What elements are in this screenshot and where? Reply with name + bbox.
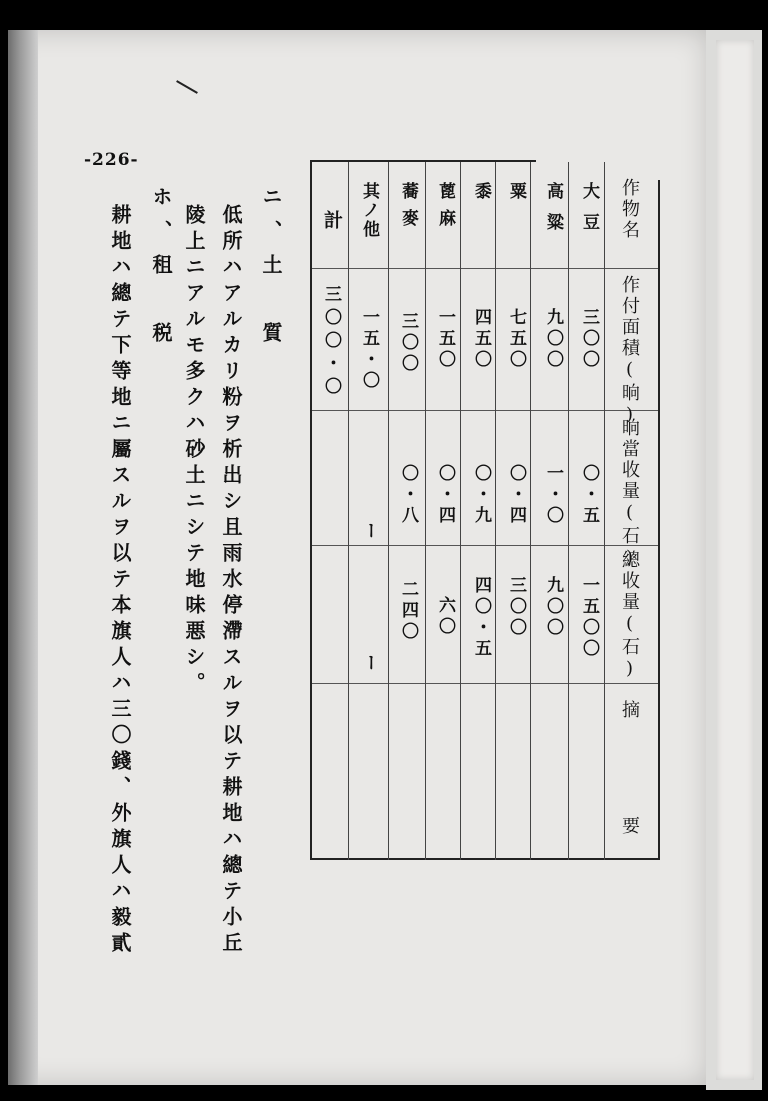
header-total-yield: 總收量(石) (619, 550, 640, 682)
col-rule (568, 162, 569, 860)
col-rule (530, 162, 531, 860)
table-row-total: 九〇〇 (543, 576, 563, 639)
table-row-total: 三〇〇 (506, 576, 526, 639)
col-rule (348, 162, 349, 860)
table-bottom-rule (312, 858, 660, 860)
col-rule (604, 162, 605, 860)
section-heading-soil: ニ、土 質 (259, 186, 283, 356)
table-row-crop: 其ノ他 (359, 182, 379, 239)
soil-text-line-2: 陵上ニアルモ多クハ砂土ニシテ地味悪シ。 (182, 204, 206, 698)
table-row-per: 〇・八 (398, 464, 418, 527)
col-rule (388, 162, 389, 860)
header-crop-name: 作物名 (619, 178, 640, 241)
table-row-total: 二四〇 (398, 580, 418, 643)
soil-text-line-1: 低所ハアルカリ粉ヲ析出シ且雨水停滯スルヲ以テ耕地ハ總テ小丘 (219, 204, 243, 958)
table-row-per: 〇・九 (471, 464, 491, 527)
table-left-rule (310, 160, 312, 860)
table-row-total: 六〇 (435, 596, 455, 638)
tax-text-line-1: 耕地ハ總テ下等地ニ屬スルヲ以テ本旗人ハ三〇錢、外旗人ハ毅貳 (108, 204, 132, 958)
table-row-per: ー (359, 522, 379, 543)
table-row-total: ー (359, 654, 379, 675)
table-rule-4 (310, 683, 660, 684)
page-number: -226- (84, 150, 139, 170)
table-row-area: 九〇〇 (543, 308, 563, 371)
table-row-per: 〇・四 (506, 464, 526, 527)
table-row-crop: 黍 (471, 182, 491, 203)
table-row-crop: 大豆 (579, 182, 599, 244)
table-row-crop: 粟 (506, 182, 526, 203)
section-heading-tax: ホ、租 税 (149, 186, 173, 356)
table-row-area: 七五〇 (506, 308, 526, 371)
table-row-crop: 高粱 (543, 182, 563, 244)
table-row-total: 一五〇〇 (579, 576, 599, 660)
header-yield-per-unit: 晌當收量(石) (619, 418, 640, 571)
col-rule (460, 162, 461, 860)
table-row-per: 〇・四 (435, 464, 455, 527)
table-row-area: 三〇〇 (579, 308, 599, 371)
total-area: 三〇〇・〇 (321, 285, 341, 400)
table-row-area: 四五〇 (471, 308, 491, 371)
total-label: 計 (321, 210, 343, 233)
table-row-area: 一五〇 (435, 308, 455, 371)
table-row-per: 〇・五 (579, 464, 599, 527)
table-top-rule (310, 160, 536, 162)
table-rule-2 (310, 410, 660, 411)
table-right-rule (658, 180, 660, 860)
table-rule-1 (310, 268, 660, 269)
table-row-crop: 蓖麻 (435, 182, 455, 236)
table-row-crop: 蕎麥 (398, 182, 418, 236)
table-rule-3 (310, 545, 660, 546)
table-row-per: 一・〇 (543, 464, 563, 527)
header-planted-area: 作付面積(晌) (619, 275, 640, 428)
header-remarks: 摘 要 (619, 700, 640, 874)
col-rule (495, 162, 496, 860)
table-row-area: 三〇〇 (398, 312, 418, 375)
table-row-total: 四〇・五 (471, 576, 491, 660)
table-row-area: 一五・〇 (359, 308, 379, 392)
col-rule (425, 162, 426, 860)
